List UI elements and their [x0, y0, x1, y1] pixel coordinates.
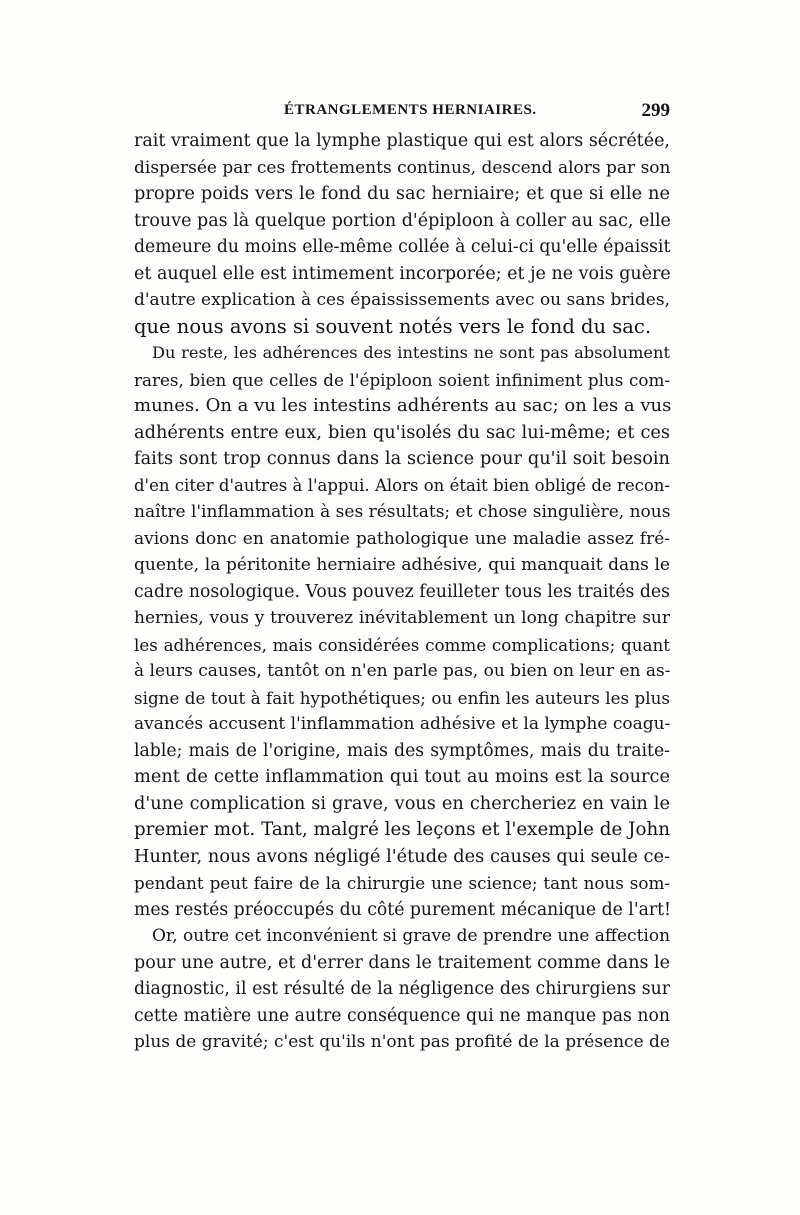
text-line: signe de tout à fait hypothétiques; ou enfin les auteurs les plus	[134, 687, 670, 708]
text-line: ment de cette inflammation qui tout au moins est la source	[134, 767, 670, 787]
text-line: à leurs causes, tantôt on n'en parle pas, ou bien on leur en as-	[134, 661, 671, 681]
text-line: plus de gravité; c'est qu'ils n'ont pas profité de la présence de	[134, 1032, 670, 1052]
text-line: naître l'inflammation à ses résultats; et chose singulière, nous	[134, 502, 671, 522]
text-line: pendant peut faire de la chirurgie une science; tant nous som-	[134, 873, 670, 893]
text-line: propre poids vers le fond du sac herniaire; et que si elle ne	[134, 184, 670, 204]
text-line: hernies, vous y trouverez inévitablement un long chapitre sur	[134, 608, 670, 628]
text-line: et auquel elle est intimement incorporée; et je ne vois guère	[134, 263, 671, 284]
text-line: d'une complication si grave, vous en chercheriez en vain le	[134, 793, 670, 814]
text-line: demeure du moins elle-même collée à celui-ci qu'elle épaissit	[134, 237, 671, 257]
text-line: faits sont trop connus dans la science pour qu'il soit besoin	[134, 449, 670, 469]
text-line: que nous avons si souvent notés vers le fond du sac.	[134, 314, 652, 338]
text-line: avancés accusent l'inflammation adhésive et la lymphe coagu-	[134, 714, 671, 734]
text-line: quente, la péritonite herniaire adhésive, qui manquait dans le	[134, 555, 670, 575]
text-line: cadre nosologique. Vous pouvez feuilleter tous les traités des	[134, 581, 670, 602]
text-line: avions donc en anatomie pathologique une maladie assez fré-	[134, 528, 670, 549]
text-line: mes restés préoccupés du côté purement mécanique de l'art!	[134, 899, 671, 920]
page-number: 299	[641, 100, 670, 121]
text-line: rait vraiment que la lymphe plastique qui est alors sécrétée,	[134, 131, 670, 151]
text-line: d'en citer d'autres à l'appui. Alors on était bien obligé de recon-	[134, 475, 670, 495]
paragraph-start-line: Or, outre cet inconvénient si grave de prendre une affection	[152, 926, 671, 946]
running-header	[134, 100, 670, 124]
text-line: d'autre explication à ces épaississements avec ou sans brides,	[134, 290, 670, 310]
text-line: pour une autre, et d'errer dans le traitement comme dans le	[134, 952, 670, 973]
text-line: adhérents entre eux, bien qu'isolés du sac lui-même; et ces	[134, 422, 670, 443]
body-text	[134, 128, 670, 1056]
text-line: diagnostic, il est résulté de la négligence des chirurgiens sur	[134, 979, 670, 999]
running-header-title: ÉTRANGLEMENTS HERNIAIRES.	[284, 102, 537, 118]
text-line: trouve pas là quelque portion d'épiploon à coller au sac, elle	[134, 210, 671, 231]
text-line: les adhérences, mais considérées comme complications; quant	[134, 634, 670, 655]
text-line: lable; mais de l'origine, mais des symptômes, mais du traite-	[134, 740, 670, 761]
text-line: munes. On a vu les intestins adhérents au sac; on les a vus	[134, 395, 672, 416]
paragraph-start-line: Du reste, les adhérences des intestins ne sont pas absolument	[152, 343, 670, 362]
text-line: rares, bien que celles de l'épiploon soient infiniment plus com-	[134, 369, 670, 390]
text-line: dispersée par ces frottements continus, descend alors par son	[134, 157, 671, 178]
text-line: cette matière une autre conséquence qui ne manque pas non	[134, 1005, 670, 1026]
text-line: Hunter, nous avons négligé l'étude des causes qui seule ce-	[134, 846, 670, 867]
text-line: premier mot. Tant, malgré les leçons et l'exemple de John	[134, 819, 670, 840]
